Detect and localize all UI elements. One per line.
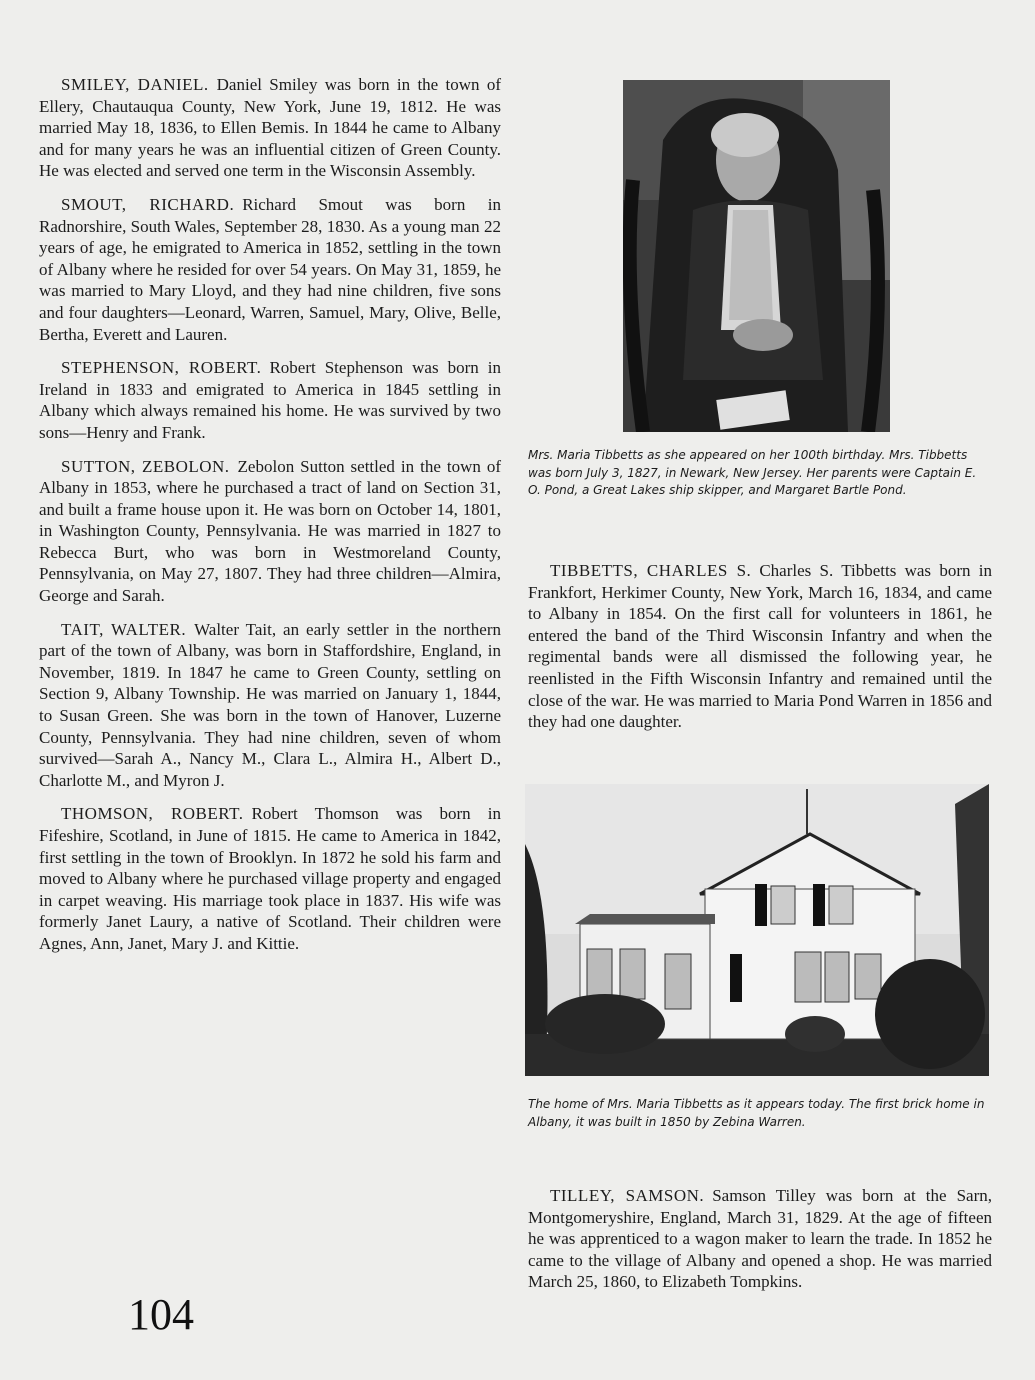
entry-tibbetts: [528, 560, 992, 733]
entry-name: SUTTON, ZEBOLON.: [61, 456, 230, 476]
entry-thomson: [39, 803, 501, 954]
entry-text: Walter Tait, an early settler in the northern part of the town of Albany, was born in Staffordshire, England, in November, 1819. In 1847 he came to Green County, settling on Section 9, Albany Township. He was married on January 1, 1844, to Susan Green. She was born in the town of Hanover, Luzerne County, Pennsylvania. They had nine children, seven of whom survived—Sarah A., Nancy M., Clara L., Almira H., Albert D., Charlotte M., and Myron J.: [39, 619, 501, 790]
entry-name: TAIT, WALTER.: [61, 619, 187, 639]
house-caption: The home of Mrs. Maria Tibbetts as it appears today. The first brick home in Albany, it was built in 1850 by Zebina Warren.: [528, 1097, 985, 1129]
entry-name: THOMSON, ROBERT.: [61, 804, 244, 824]
left-column: [39, 74, 501, 967]
entry-text: Zebolon Sutton settled in the town of Albany in 1853, where he purchased a tract of land on Section 31, and built a frame house upon it. He was born on October 14, 1801, in Washington County, Pennsylvania. He was married in 1827 to Rebecca Burt, who was born in Westmoreland County, Pennsylvania, on May 27, 1807. They had three children—Almira, George and Sarah.: [39, 456, 501, 606]
right-column-upper: [528, 560, 992, 745]
right-column-lower: [528, 1185, 992, 1305]
entry-smout: [39, 194, 501, 345]
entry-text: Charles S. Tibbetts was born in Frankfort, Herkimer County, New York, March 16, 1834, and came to Albany in 1854. On the first call for volunteers in 1861, he entered the band of the Third Wisconsin Infantry and when the regimental bands were all dismissed the following year, he reenlisted in the Fifth Wisconsin Infantry and remained until the close of the war. He was married to Maria Pond Warren in 1856 and they had one daughter.: [528, 561, 992, 732]
entry-name: SMOUT, RICHARD.: [61, 194, 235, 214]
entry-name: TILLEY, SAMSON.: [550, 1186, 705, 1205]
entry-text: Richard Smout was born in Radnorshire, South Wales, September 28, 1830. As a young man 22 years of age, he emigrated to America in 1852, settling in the town of Albany where he resided for over 54 years. On May 31, 1859, he was married to Mary Lloyd, and they had nine children, five sons and four daughters—Leonard, Warren, Samuel, Mary, Olive, Belle, Bertha, Everett and Lauren.: [39, 194, 501, 344]
house-image: [525, 784, 989, 1076]
portrait-caption: Mrs. Maria Tibbetts as she appeared on her 100th birthday. Mrs. Tibbetts was born July 3, 1827, in Newark, New Jersey. Her parents were Captain E. O. Pond, a Great Lakes ship skipper, and Margaret Bartle Pond.: [528, 448, 977, 497]
entry-smiley: [39, 74, 501, 182]
house-photo: [525, 784, 989, 1076]
entry-name: TIBBETTS, CHARLES S.: [550, 561, 752, 580]
entry-name: SMILEY, DANIEL.: [61, 75, 209, 94]
entry-tait: [39, 619, 501, 792]
entry-name: STEPHENSON, ROBERT.: [61, 358, 262, 378]
entry-text: Daniel Smiley was born in the town of Ellery, Chautauqua County, New York, June 19, 1812. He was married May 18, 1836, to Ellen Bemis. In 1844 he came to Albany and for many years he was an influential citizen of Green County. He was elected and served one term in the Wisconsin Assembly.: [39, 75, 501, 181]
entry-text: Samson Tilley was born at the Sarn, Montgomeryshire, England, March 31, 1829. At the age of fifteen he was apprenticed to a wagon maker to learn the trade. In 1852 he came to the village of Albany and opened a shop. He was married March 25, 1860, to Elizabeth Tompkins.: [528, 1186, 992, 1292]
entry-sutton: [39, 456, 501, 607]
entry-text: Robert Thomson was born in Fifeshire, Scotland, in June of 1815. He came to America in 1842, first settling in the town of Brooklyn. In 1872 he sold his farm and moved to Albany where he purchased village property and engaged in carpet weaving. His marriage took place in 1837. His wife was formerly Janet Laury, a native of Scotland. Their children were Agnes, Ann, Janet, Mary J. and Kittie.: [39, 804, 502, 953]
portrait-photo: [623, 80, 890, 432]
page-number: 104: [128, 1290, 194, 1339]
entry-text: Robert Stephenson was born in Ireland in 1833 and emigrated to America in 1845 settling in Albany which always remained his home. He was survived by two sons—Henry and Frank.: [39, 358, 502, 442]
entry-stephenson: [39, 357, 501, 443]
portrait-image: [623, 80, 890, 432]
entry-tilley: [528, 1185, 992, 1293]
